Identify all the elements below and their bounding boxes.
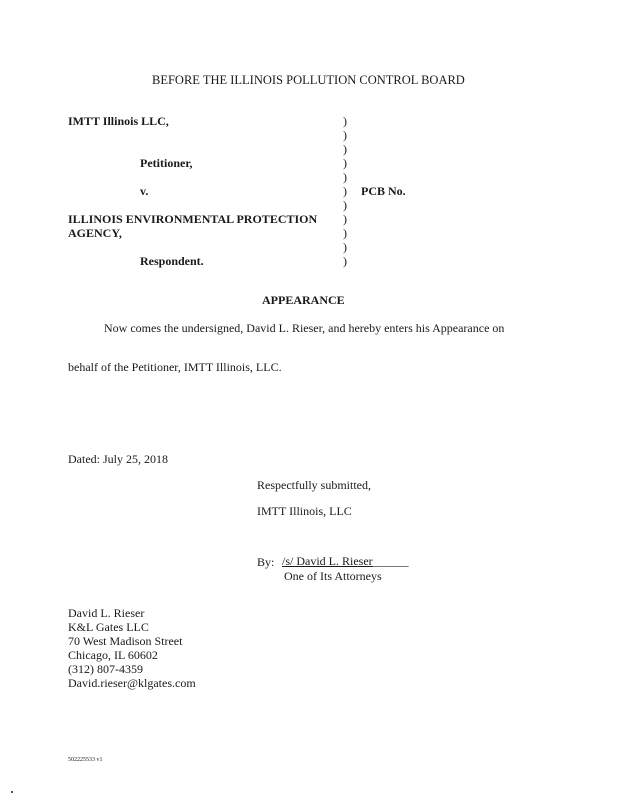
document-title: BEFORE THE ILLINOIS POLLUTION CONTROL BOARD <box>152 73 465 87</box>
caption-paren: ) <box>343 170 347 184</box>
caption-paren: ) <box>343 128 347 142</box>
contact-city: Chicago, IL 60602 <box>68 648 158 662</box>
respondent-name-line2: AGENCY, <box>68 226 122 240</box>
pcb-number-label: PCB No. <box>361 184 406 198</box>
respondent-name-line1: ILLINOIS ENVIRONMENTAL PROTECTION <box>68 212 318 226</box>
petitioner-role: Petitioner, <box>140 156 193 170</box>
petitioner-name: IMTT Illinois LLC, <box>68 114 169 128</box>
scan-speck <box>11 791 13 793</box>
caption-paren: ) <box>343 142 347 156</box>
contact-firm: K&L Gates LLC <box>68 620 149 634</box>
contact-street: 70 West Madison Street <box>68 634 183 648</box>
date-line: Dated: July 25, 2018 <box>68 452 168 466</box>
signature-line <box>282 555 409 567</box>
signature-party: IMTT Illinois, LLC <box>257 504 352 518</box>
document-number: 502225533 v1 <box>68 757 103 763</box>
caption-paren: ) <box>343 240 347 254</box>
caption-paren: ) <box>343 114 347 128</box>
respondent-role: Respondent. <box>140 254 204 268</box>
appearance-paragraph-line2: behalf of the Petitioner, IMTT Illinois, LLC. <box>68 360 282 374</box>
versus-label: v. <box>140 184 149 198</box>
contact-name: David L. Rieser <box>68 606 145 620</box>
contact-email: David.rieser@klgates.com <box>68 676 196 690</box>
contact-phone: (312) 807-4359 <box>68 662 143 676</box>
caption-paren: ) <box>343 198 347 212</box>
caption-paren: ) <box>343 156 347 170</box>
signature-blank: ______ <box>372 554 409 568</box>
appearance-paragraph-line1: Now comes the undersigned, David L. Rieser, and hereby enters his Appearance on <box>104 321 505 335</box>
caption-paren: ) <box>343 226 347 240</box>
signature-by-label: By: <box>257 555 275 569</box>
caption-paren: ) <box>343 212 347 226</box>
signature-role: One of Its Attorneys <box>284 569 382 583</box>
signature-closing: Respectfully submitted, <box>257 478 371 492</box>
signature-name: /s/ David L. Rieser <box>282 554 373 568</box>
caption-paren: ) <box>343 184 347 198</box>
appearance-heading: APPEARANCE <box>262 293 345 307</box>
caption-paren: ) <box>343 254 347 268</box>
